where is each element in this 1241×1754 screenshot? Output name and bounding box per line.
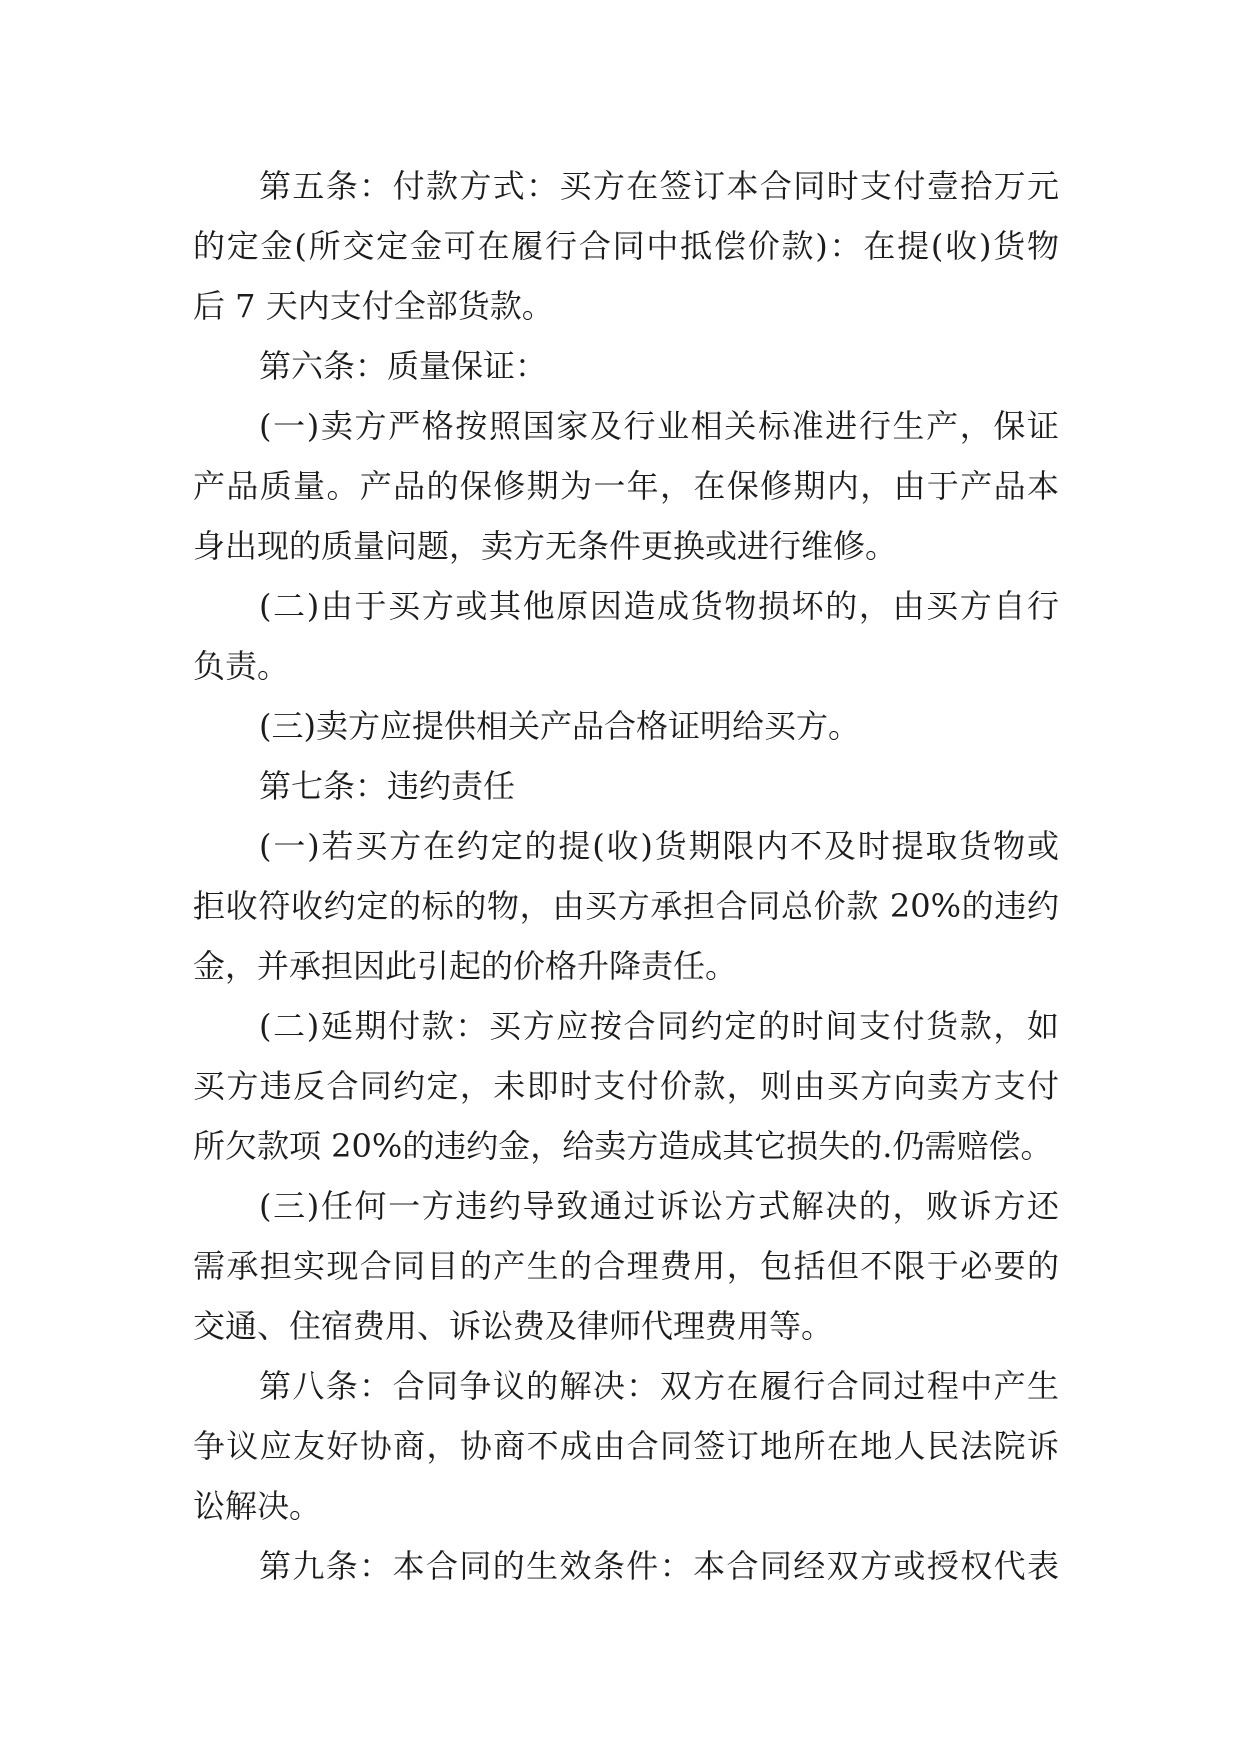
text-line: 交通、住宿费用、诉讼费及律师代理费用等。 bbox=[193, 1307, 834, 1345]
clause-6-item-2 bbox=[193, 576, 1059, 696]
contract-body bbox=[193, 156, 1059, 1596]
text-line: (三)卖方应提供相关产品合格证明给买方。 bbox=[259, 707, 860, 745]
text-line: 金，并承担因此引起的价格升降责任。 bbox=[193, 947, 738, 985]
text-line: (三)任何一方违约导致通过诉讼方式解决的，败诉方还 bbox=[259, 1187, 1059, 1225]
text-line: (一)卖方严格按照国家及行业相关标准进行生产，保证 bbox=[259, 407, 1059, 445]
clause-5-payment bbox=[193, 156, 1059, 336]
clause-8-dispute bbox=[193, 1356, 1059, 1536]
clause-6-heading bbox=[193, 336, 1059, 396]
clause-6-item-3 bbox=[193, 696, 1059, 756]
text-line: 身出现的质量问题，卖方无条件更换或进行维修。 bbox=[193, 527, 898, 565]
text-line: 第六条：质量保证： bbox=[259, 347, 548, 385]
clause-9-effect bbox=[193, 1536, 1059, 1596]
text-line: 负责。 bbox=[193, 647, 290, 685]
text-line: 争议应友好协商，协商不成由合同签订地所在地人民法院诉 bbox=[193, 1427, 1059, 1465]
text-line: 需承担实现合同目的产生的合理费用，包括但不限于必要的 bbox=[193, 1247, 1059, 1285]
text-line: 第八条：合同争议的解决：双方在履行合同过程中产生 bbox=[259, 1367, 1059, 1405]
text-line: 拒收符收约定的标的物，由买方承担合同总价款 20%的违约 bbox=[193, 887, 1059, 925]
clause-6-item-1 bbox=[193, 396, 1059, 576]
text-line: (二)由于买方或其他原因造成货物损坏的，由买方自行 bbox=[259, 587, 1059, 625]
text-line: 第七条：违约责任 bbox=[259, 767, 516, 805]
clause-7-item-1 bbox=[193, 816, 1059, 996]
text-line: 买方违反合同约定，未即时支付价款，则由买方向卖方支付 bbox=[193, 1067, 1059, 1105]
clause-7-heading bbox=[193, 756, 1059, 816]
clause-7-item-3 bbox=[193, 1176, 1059, 1356]
text-line: 后 7 天内支付全部货款。 bbox=[193, 287, 554, 325]
clause-7-item-2 bbox=[193, 996, 1059, 1176]
text-line: 第五条：付款方式：买方在签订本合同时支付壹拾万元 bbox=[259, 167, 1059, 205]
text-line: 讼解决。 bbox=[193, 1487, 322, 1525]
text-line: (二)延期付款：买方应按合同约定的时间支付货款，如 bbox=[259, 1007, 1059, 1045]
text-line: 产品质量。产品的保修期为一年，在保修期内，由于产品本 bbox=[193, 467, 1059, 505]
text-line: 第九条：本合同的生效条件：本合同经双方或授权代表 bbox=[259, 1547, 1059, 1585]
text-line: (一)若买方在约定的提(收)货期限内不及时提取货物或 bbox=[259, 827, 1059, 865]
text-line: 的定金(所交定金可在履行合同中抵偿价款)：在提(收)货物 bbox=[193, 227, 1059, 265]
text-line: 所欠款项 20%的违约金，给卖方造成其它损失的.仍需赔偿。 bbox=[193, 1127, 1053, 1165]
